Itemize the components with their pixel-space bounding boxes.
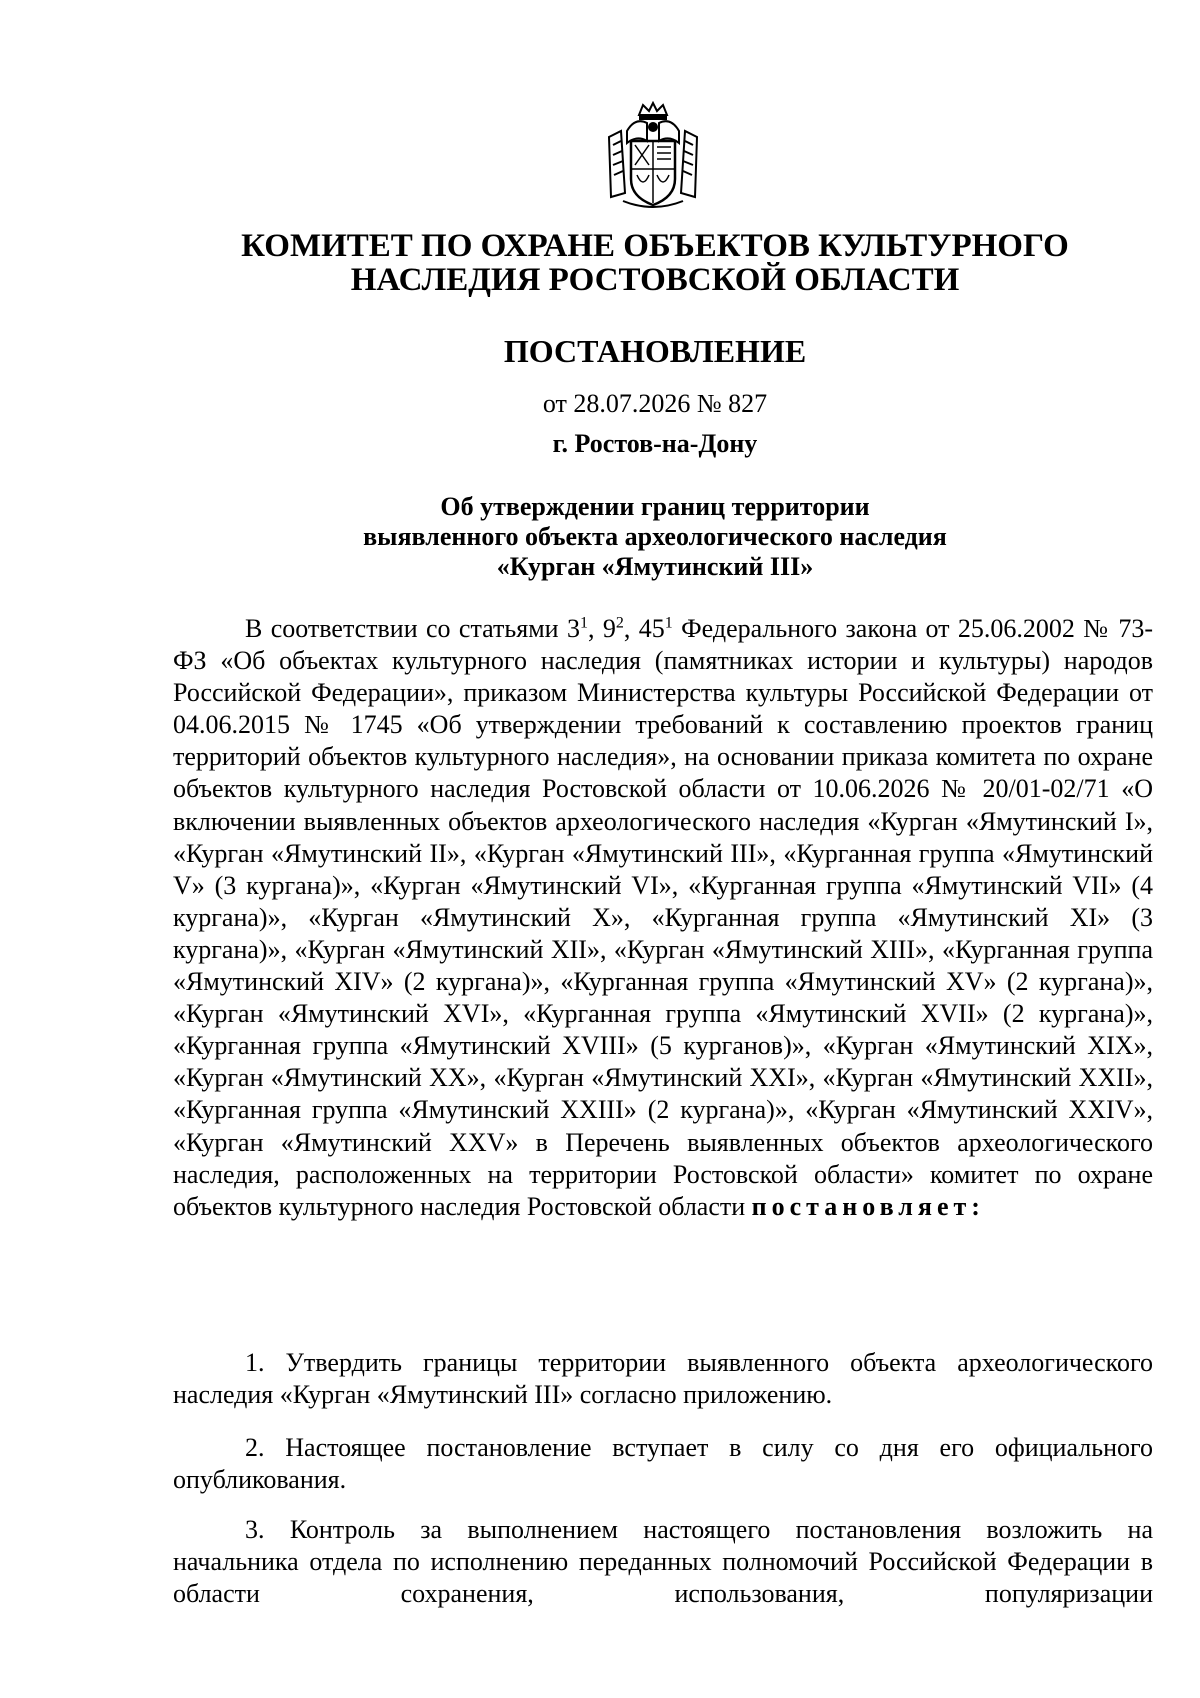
subject-line2: выявленного объекта археологического наследия xyxy=(363,522,947,551)
decree-word: постановляет: xyxy=(751,1191,985,1221)
organization-title-line1: КОМИТЕТ ПО ОХРАНЕ ОБЪЕКТОВ КУЛЬТУРНОГО xyxy=(241,228,1069,264)
resolution-item-3: 3. Контроль за выполнением настоящего постановления возложить на начальника отдела по исполнению переданных полномочий Российской Федерации в области сохранения, использования, популяризации xyxy=(173,1515,1153,1609)
resolution-item-1: 1. Утвердить границы территории выявленного объекта археологического наследия «Курган «Ямутинский III» согласно приложению. xyxy=(173,1348,1153,1410)
article-sup-3: 1 xyxy=(664,614,673,632)
preamble-comma-1: , 9 xyxy=(587,614,616,643)
coat-of-arms-icon xyxy=(597,101,709,213)
organization-title-line2: НАСЛЕДИЯ РОСТОВСКОЙ ОБЛАСТИ xyxy=(350,262,960,298)
document-city: г. Ростов-на-Дону xyxy=(552,429,758,458)
preamble-start: В соответствии со статьями 3 xyxy=(245,614,580,643)
document-type: ПОСТАНОВЛЕНИЕ xyxy=(503,333,807,369)
document-date-number: от 28.07.2026 № 827 xyxy=(542,389,768,418)
preamble-comma-2: , 45 xyxy=(623,614,665,643)
preamble-body: Федерального закона от 25.06.2002 № 73-ФЗ «Об объектах культурного наследия (памятниках истории и культуры) народов Российской Федерации», приказом Министерства культуры Российской Федерации от 04.06.2015 № 1745 «Об утверждении требований к составлению проектов границ территорий объектов культурного наследия», на основании приказа комитета по охране объектов культурного наследия Ростовской области от 10.06.2026 № 20/01-02/71 «О включении выявленных объектов археологического наследия «Курган «Ямутинский I», «Курган «Ямутинский II», «Курган «Ямутинский III», «Курганная группа «Ямутинский V» (3 кургана)», «Курган «Ямутинский VI», «Курганная группа «Ямутинский VII» (4 кургана)», «Курган «Ямутинский X», «Курганная группа «Ямутинский XI» (3 кургана)», «Курган «Ямутинский XII», «Курган «Ямутинский XIII», «Курганная группа «Ямутинский XIV» (2 кургана)», «Курганная группа «Ямутинский XV» (2 кургана)», «Курган «Ямутинский XVI», «Курганная группа «Ямутинский XVII» (2 кургана)», «Курганная группа «Ямутинский XVIII» (5 курганов)», «Курган «Ямутинский XIX», «Курган «Ямутинский XX», «Курган «Ямутинский XXI», «Курган «Ямутинский XXII», «Курганная группа «Ямутинский XXIII» (2 кургана)», «Курган «Ямутинский XXIV», «Курган «Ямутинский XXV» в Перечень выявленных объектов археологического наследия, расположенных на территории Ростовской области» комитет по охране объектов культурного наследия Ростовской области xyxy=(173,614,1154,1221)
subject-line1: Об утверждении границ территории xyxy=(440,492,870,521)
subject-line3: «Курган «Ямутинский III» xyxy=(496,552,814,581)
article-sup-2: 2 xyxy=(615,614,624,632)
document-subject xyxy=(130,492,1180,582)
preamble-paragraph xyxy=(173,613,1153,1223)
resolution-item-2: 2. Настоящее постановление вступает в силу со дня его официального опубликования. xyxy=(173,1433,1153,1495)
organization-title xyxy=(130,229,1180,297)
article-sup-1: 1 xyxy=(579,614,588,632)
